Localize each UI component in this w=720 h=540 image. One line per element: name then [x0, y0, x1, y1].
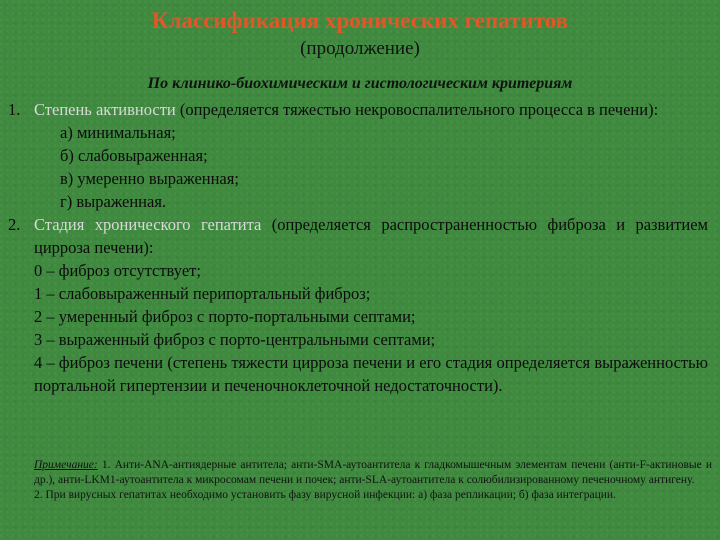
note-text-2: 2. При вирусных гепатитах необходимо установить фазу вирусной инфекции: а) фаза репликации; б) фаза интеграции. [34, 489, 616, 501]
slide-title: Классификация хронических гепатитов [151, 8, 569, 33]
criteria-heading: По клинико-биохимическим и гистологическим критериям [147, 75, 573, 92]
sub-item: г) выраженная. [60, 192, 167, 211]
item-number: 1. [8, 100, 21, 119]
list-item-stage [8, 213, 708, 397]
note-label: Примечание: [34, 459, 98, 471]
classification-list [8, 98, 708, 397]
item-number: 2. [8, 215, 21, 234]
item-highlight: Стадия хронического гепатита [34, 215, 262, 234]
sub-item: б) слабовыраженная; [60, 146, 208, 165]
sub-item: 2 – умеренный фиброз с порто-портальными септами; [34, 307, 416, 326]
sub-item: 0 – фиброз отсутствует; [34, 261, 201, 280]
item-highlight: Степень активности [34, 100, 176, 119]
slide-subtitle: (продолжение) [300, 38, 420, 59]
sub-item: 1 – слабовыраженный перипортальный фиброз; [34, 284, 371, 303]
list-item-activity [8, 98, 708, 213]
item-text: (определяется тяжестью некровоспалительного процесса в печени): [175, 100, 659, 119]
sub-item: а) минимальная; [60, 123, 176, 142]
note-text-1: 1. Анти-ANA-антиядерные антитела; анти-SMA-аутоантитела к гладкомышечным элементам печени (анти-F-актиновые и др.), анти-LKM1-аутоантитела к микросомам печени и почек; анти-SLA-аутоантитела к солюбилизированному печеночному антигену. [34, 459, 712, 486]
sub-item: 3 – выраженный фиброз с порто-центральными септами; [34, 330, 436, 349]
item-text: (определяется распространенностью фиброза и развитием цирроза печени): [34, 215, 708, 257]
sub-item: в) умеренно выраженная; [60, 169, 239, 188]
sub-item: 4 – фиброз печени (степень тяжести цирроза печени и его стадия определяется выраженностью портальной гипертензии и печеночноклеточной недостаточности). [34, 353, 708, 395]
footnote [6, 458, 712, 503]
